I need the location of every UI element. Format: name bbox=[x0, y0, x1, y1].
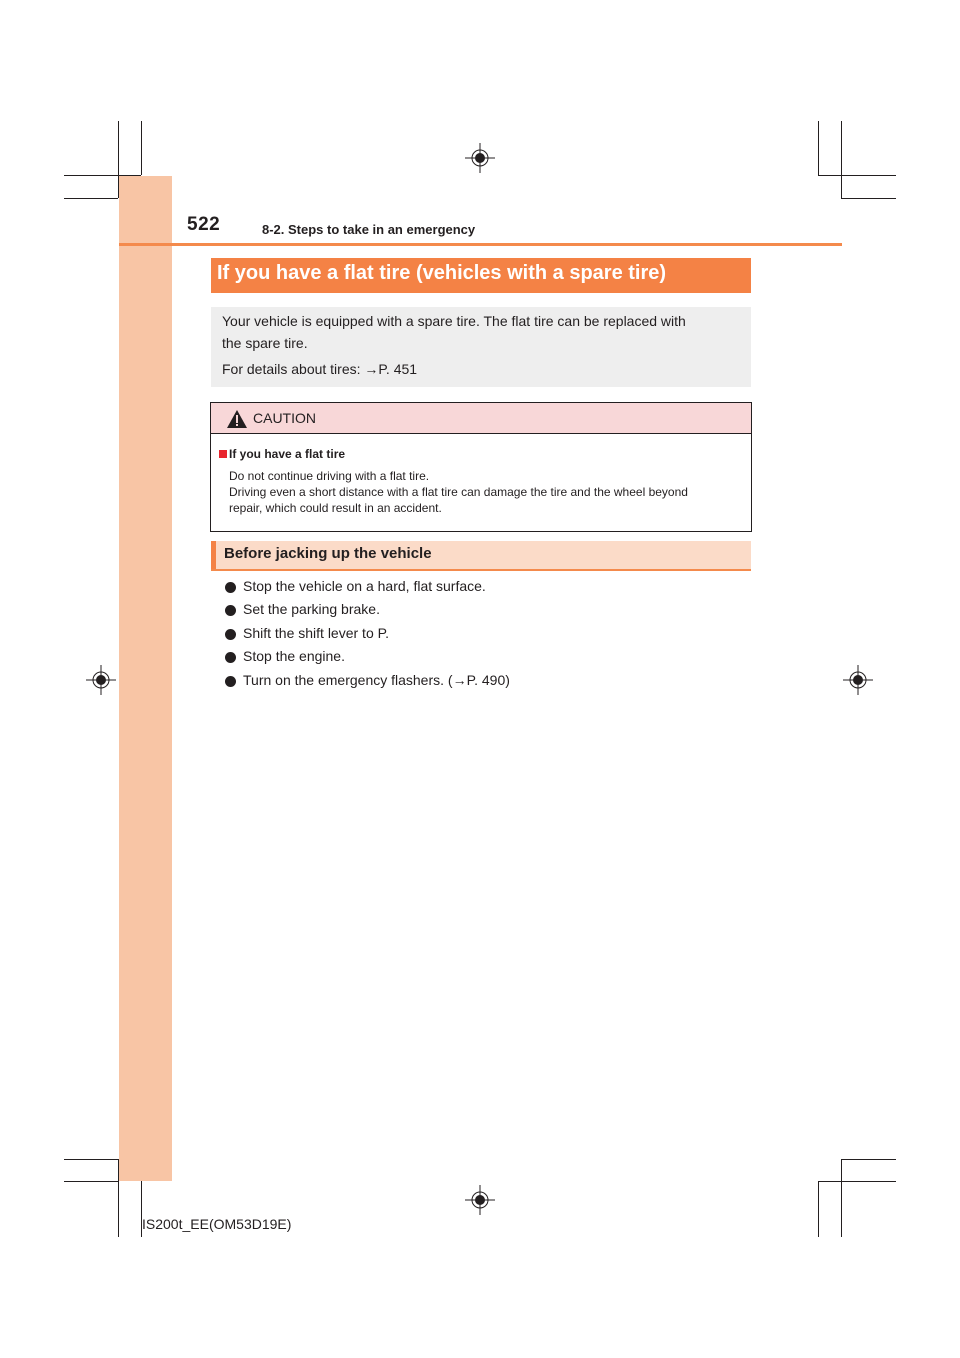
caution-text: repair, which could result in an accident. bbox=[229, 501, 442, 515]
crop-mark bbox=[818, 1181, 819, 1237]
intro-text: Your vehicle is equipped with a spare tire. The flat tire can be replaced with bbox=[222, 313, 686, 329]
list-item-text: Turn on the emergency flashers. (→P. 490) bbox=[243, 672, 510, 688]
crop-mark bbox=[841, 1159, 842, 1237]
crop-mark bbox=[64, 1181, 118, 1182]
header-divider bbox=[119, 243, 842, 246]
crop-mark bbox=[841, 198, 896, 199]
caution-subtitle: If you have a flat tire bbox=[229, 447, 346, 461]
intro-box bbox=[211, 307, 751, 387]
subsection-accent bbox=[211, 541, 216, 569]
list-item-text: Stop the engine. bbox=[243, 648, 345, 664]
list-item-text: Shift the shift lever to P. bbox=[243, 625, 390, 641]
caution-text: Driving even a short distance with a flat tire can damage the tire and the wheel beyond bbox=[229, 485, 688, 499]
subsection-title: Before jacking up the vehicle bbox=[224, 545, 432, 562]
registration-mark-icon bbox=[465, 143, 495, 173]
page-title: If you have a flat tire (vehicles with a spare tire) bbox=[217, 262, 667, 284]
caution-header bbox=[211, 403, 751, 434]
bullet-icon bbox=[225, 652, 236, 663]
crop-mark bbox=[841, 121, 842, 198]
intro-reference: For details about tires: →P. 451 bbox=[222, 361, 418, 377]
caution-text: Do not continue driving with a flat tire. bbox=[229, 469, 430, 483]
document-code: IS200t_EE(OM53D19E) bbox=[142, 1216, 292, 1232]
bullet-icon bbox=[225, 629, 236, 640]
crop-mark bbox=[818, 121, 819, 175]
list-item-text: Set the parking brake. bbox=[243, 601, 380, 617]
bullet-icon bbox=[225, 605, 236, 616]
caution-label: CAUTION bbox=[253, 410, 316, 426]
crop-mark bbox=[64, 198, 118, 199]
subsection-bar bbox=[211, 541, 751, 571]
crop-mark bbox=[818, 175, 896, 176]
registration-mark-icon bbox=[465, 1185, 495, 1215]
list-item-text: Stop the vehicle on a hard, flat surface. bbox=[243, 578, 486, 594]
page-number: 522 bbox=[187, 214, 221, 235]
chapter-side-bar bbox=[119, 176, 172, 1181]
caution-box bbox=[210, 402, 752, 532]
crop-mark bbox=[141, 121, 142, 175]
registration-mark-icon bbox=[86, 665, 116, 695]
section-title: 8-2. Steps to take in an emergency bbox=[262, 222, 476, 237]
warning-triangle-icon bbox=[226, 409, 248, 429]
red-square-bullet-icon bbox=[219, 450, 227, 458]
bullet-icon bbox=[225, 676, 236, 687]
crop-mark bbox=[841, 1159, 896, 1160]
crop-mark bbox=[818, 1181, 896, 1182]
registration-mark-icon bbox=[843, 665, 873, 695]
intro-text: the spare tire. bbox=[222, 335, 308, 351]
bullet-icon bbox=[225, 582, 236, 593]
